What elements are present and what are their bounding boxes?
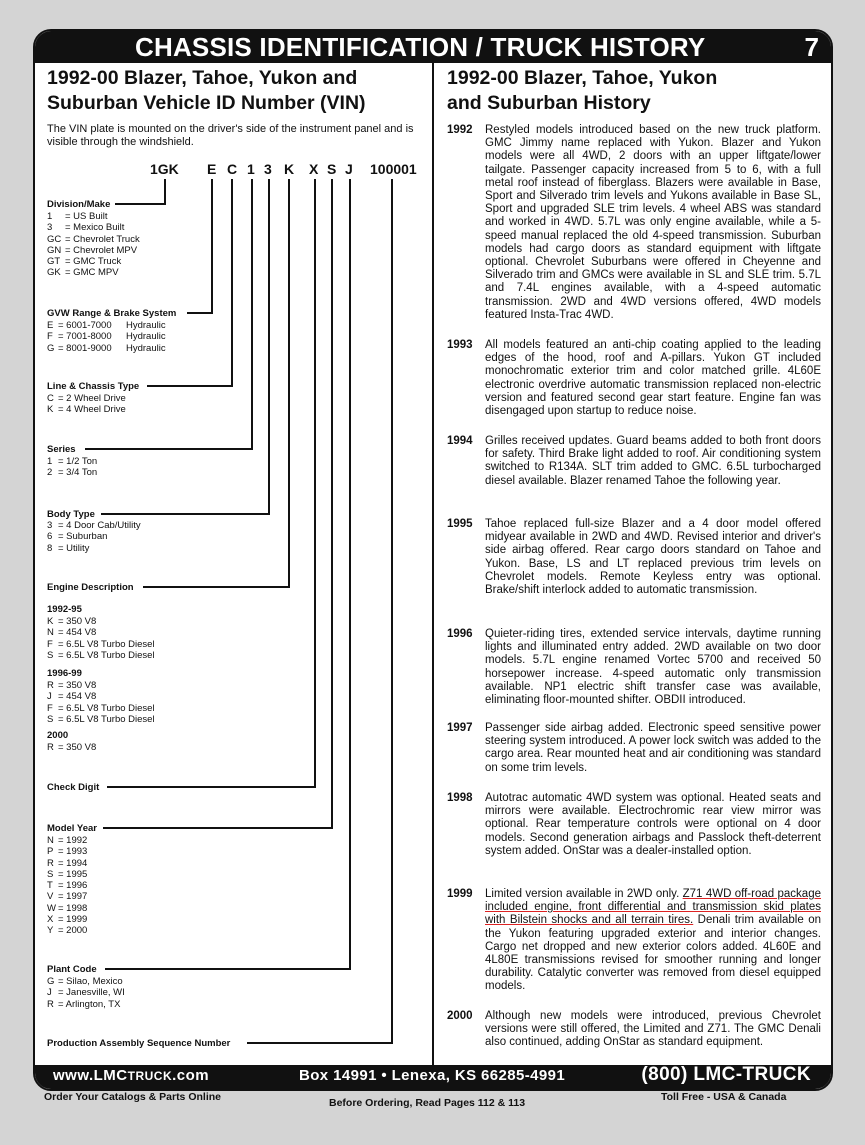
page-number: 7 [804, 32, 819, 62]
list-item: S = 6.5L V8 Turbo Diesel [47, 649, 155, 661]
vin-char-e: E [207, 161, 217, 177]
list-item: J = Janesville, WI [47, 987, 125, 999]
footer-bar [35, 1065, 831, 1089]
history-text: Limited version available in 2WD only. Z71 4WD off-road package included engine, front differential and transmission skid plates with Bilstein shocks and all terrain tires. Denali trim available on the Yukon featuring upgraded exterior and interior changes. Cargo net dropped and new exterior colors added. 4L60E and 4L80E transmissions revised for smoother running and longer durability. Catalytic converter was removed from diesel equipped models. [485, 888, 821, 993]
vin-char-1: 1 [247, 161, 255, 177]
line-chassis-title: Line & Chassis Type [47, 381, 140, 392]
history-year: 1992 [447, 124, 473, 136]
vin-char-s: S [327, 161, 337, 177]
history-text: Tahoe replaced full-size Blazer and a 4 door model offered midyear available in 2WD and 4WD. Revised interior and driver's side airbag offered. Rear cargo doors standard on Tahoe and Yukon. Base, LS and LT replaced previous trim levels on Chevrolet models. Remote Keyless entry was optional. Brake/shift interlock added to automatic transmission. [485, 518, 821, 597]
engine-title: Engine Description [47, 582, 134, 593]
division-make-title: Division/Make [47, 199, 111, 210]
website-link[interactable]: www.LMCTRUCK.com [53, 1067, 210, 1084]
engine-list-2000 [47, 742, 96, 753]
history-text: Although new models were introduced, previous Chevrolet versions were still offered, the Limited and Z71. The GMC Denali also continued, adding OnStar as standard equipment. [485, 1010, 821, 1049]
vin-char-k: K [284, 161, 295, 177]
history-year: 1993 [447, 339, 473, 351]
history-text: Quieter-riding tires, extended service intervals, daytime running lights and illuminated entry added. 2WD available on two door models. 5.7L engine renamed Vortec 5700 and received 50 horsepower increase. 4-speed automatic only transmission available. NP1 electric shift transfer case was available, eliminating floor-mounted shifter. OBDII introduced. [485, 628, 821, 707]
connector-line [349, 179, 351, 970]
connector-line [391, 179, 393, 1044]
list-item: R = 1994 [47, 857, 88, 869]
phone-number: (800) LMC-TRUCK [641, 1064, 811, 1085]
list-item: R = 350 V8 [47, 742, 97, 753]
list-item: F = 7001-8000 Hydraulic [47, 331, 166, 343]
history-text: Autotrac automatic 4WD system was optional. Heated seats and mirrors were available. Electrochromic rear view mirror was optional. Rear temperature controls were optional on 4 door models. Second generation airbags and Passlock theft-deterrent system added. OnStar was a dealer-installed option. [485, 792, 821, 857]
engine-list-1996-99 [47, 680, 155, 725]
vin-char-c: C [227, 161, 238, 177]
list-item: GT = GMC Truck [47, 256, 122, 268]
list-item: GN = Chevrolet MPV [47, 244, 138, 256]
connector-line [143, 586, 290, 588]
list-item: Y = 2000 [47, 925, 88, 937]
history-year: 1997 [447, 722, 473, 734]
connector-line [247, 1042, 393, 1044]
engine-period-1996-99: 1996-99 [47, 668, 82, 679]
body-type-list [47, 520, 141, 554]
series-title: Series [47, 444, 76, 455]
list-item: R = 350 V8 [47, 680, 97, 691]
gvw-title: GVW Range & Brake System [47, 308, 177, 319]
vin-char-serial: 100001 [370, 161, 417, 177]
list-item: S = 6.5L V8 Turbo Diesel [47, 713, 155, 725]
connector-line [268, 179, 270, 515]
vin-char-j: J [345, 161, 353, 177]
list-item: 1 = US Built [47, 211, 108, 222]
connector-line [331, 179, 333, 829]
connector-line [147, 385, 233, 387]
history-section-title: 1992-00 Blazer, Tahoe, Yukon and Suburban History [447, 67, 718, 114]
list-item: G = 8001-9000 Hydraulic [47, 342, 166, 354]
page-title: CHASSIS IDENTIFICATION / TRUCK HISTORY [135, 32, 706, 62]
list-item: E = 6001-7000 Hydraulic [47, 320, 166, 331]
history-text: Passenger side airbag added. Electronic speed sensitive power steering system introduced. A power lock switch was added to the cargo area. Rear mounted heat and air conditioning was standard on some trim levels. [485, 722, 821, 774]
list-item: K = 350 V8 [47, 616, 97, 627]
engine-list-1992-95 [47, 616, 155, 661]
history-text: Grilles received updates. Guard beams added to both front doors for safety. Third Brake light added to roof. Air conditioning system switched to R134A. SLT trim added to GMC. 6.5L turbocharged diesel available. Blazer renamed Tahoe the following year. [485, 435, 821, 487]
connector-line [314, 179, 316, 788]
connector-line [115, 203, 166, 205]
list-item: K = 4 Wheel Drive [47, 404, 126, 416]
connector-line [251, 179, 253, 450]
list-item: F = 6.5L V8 Turbo Diesel [47, 638, 155, 650]
list-item: 1 = 1/2 Ton [47, 456, 98, 467]
model-year-list [47, 835, 87, 937]
list-item: N = 1992 [47, 835, 88, 846]
mailing-address: Box 14991 • Lenexa, KS 66285-4991 [299, 1067, 566, 1084]
connector-line [211, 179, 213, 314]
history-year: 1998 [447, 792, 473, 804]
list-item: J = 454 V8 [47, 691, 97, 703]
list-item: C = 2 Wheel Drive [47, 393, 126, 404]
vin-intro: The VIN plate is mounted on the driver's side of the instrument panel and is visible through the windshield. [47, 123, 414, 148]
connector-line [288, 179, 290, 588]
history-year: 1994 [447, 435, 473, 447]
vin-char-1gk: 1GK [150, 161, 179, 177]
list-item: F = 6.5L V8 Turbo Diesel [47, 702, 155, 714]
history-year: 1995 [447, 518, 473, 530]
plant-code-list [47, 976, 125, 1010]
highlighted-text: Z71 4WD off-road package included engine, front differential and transmission skid plates with Bilstein shocks and all terrain tires. [485, 888, 821, 927]
page-frame [33, 29, 833, 1091]
connector-line [101, 513, 270, 515]
list-item: 6 = Suburban [47, 531, 108, 543]
header-bar [35, 31, 831, 63]
list-item: P = 1993 [47, 846, 88, 858]
connector-line [85, 448, 253, 450]
connector-line [105, 968, 351, 970]
history-year: 1999 [447, 888, 473, 900]
list-item: GK = GMC MPV [47, 267, 119, 279]
list-item: 2 = 3/4 Ton [47, 467, 98, 479]
engine-period-1992-95: 1992-95 [47, 604, 82, 615]
line-chassis-list [47, 393, 126, 416]
history-year: 1996 [447, 628, 473, 640]
model-year-title: Model Year [47, 823, 97, 834]
list-item: G = Silao, Mexico [47, 976, 123, 987]
production-sequence-title: Production Assembly Sequence Number [47, 1038, 231, 1049]
list-item: T = 1996 [47, 880, 88, 892]
list-item: R = Arlington, TX [47, 998, 121, 1010]
gvw-list [47, 320, 166, 354]
history-text: All models featured an anti-chip coating applied to the leading edges of the hood, roof and A-pillars. Yukon GT included monochromatic exterior trim and color matched grille. 4L60E electronic overdrive automatic transmission replaced non-electric version and featured second gear start feature. Engine fan was disengaged upon startup to reduce noise. [485, 339, 821, 418]
list-item: V = 1997 [47, 891, 88, 903]
list-item: 3 = 4 Door Cab/Utility [47, 520, 141, 531]
division-make-list [47, 211, 140, 279]
connector-line [231, 179, 233, 387]
connector-line [103, 827, 333, 829]
vin-char-3: 3 [264, 161, 272, 177]
history-text: Restyled models introduced based on the new truck platform. GMC Jimmy name replaced with Yukon. Blazer and Yukon models were all 4WD, 2 doors with an upper liftgate/lower tailgate. Passenger capacity increased from 5 to 6, with a full metal roof instead of fiberglass. Blazers were available in Base, Sport and Silverado trim levels and Yukons available in Base SL, Sport and upgraded SLE trim levels. 4 wheel ABS was standard and worked in 4WD. 5.7L was only engine available, while a 5-speed manual replaced the old 4-speed transmission. Suburban models had cargo doors as standard equipment with liftgate optional. Chevrolet Suburbans were offered in Cheyenne and Silverado trim and GMCs were available in SL and SLE trim. 5.7L and 7.4L engines available, with a 4-speed automatic transmission. 2WD and 4WD versions offered, 4WD models featured Insta-Trac 4WD. [485, 124, 821, 321]
history-year: 2000 [447, 1010, 473, 1022]
connector-line [187, 312, 213, 314]
toll-free-note: Toll Free - USA & Canada [661, 1091, 787, 1103]
connector-line [164, 179, 166, 205]
list-item: W = 1998 [47, 902, 88, 914]
list-item: GC = Chevrolet Truck [47, 233, 140, 245]
body-type-title: Body Type [47, 509, 95, 520]
list-item: 3 = Mexico Built [47, 222, 125, 234]
series-list [47, 456, 97, 479]
vin-section-title: 1992-00 Blazer, Tahoe, Yukon and Suburban Vehicle ID Number (VIN) [47, 67, 366, 114]
plant-code-title: Plant Code [47, 964, 97, 975]
connector-line [107, 786, 316, 788]
list-item: 8 = Utility [47, 542, 90, 554]
column-divider [432, 63, 434, 1069]
engine-period-2000: 2000 [47, 730, 69, 741]
vin-char-x: X [309, 161, 319, 177]
order-online-note: Order Your Catalogs & Parts Online [44, 1091, 221, 1103]
check-digit-title: Check Digit [47, 782, 100, 793]
list-item: X = 1999 [47, 914, 88, 926]
list-item: S = 1995 [47, 868, 88, 880]
before-ordering-note: Before Ordering, Read Pages 112 & 113 [329, 1097, 526, 1109]
list-item: N = 454 V8 [47, 627, 97, 639]
